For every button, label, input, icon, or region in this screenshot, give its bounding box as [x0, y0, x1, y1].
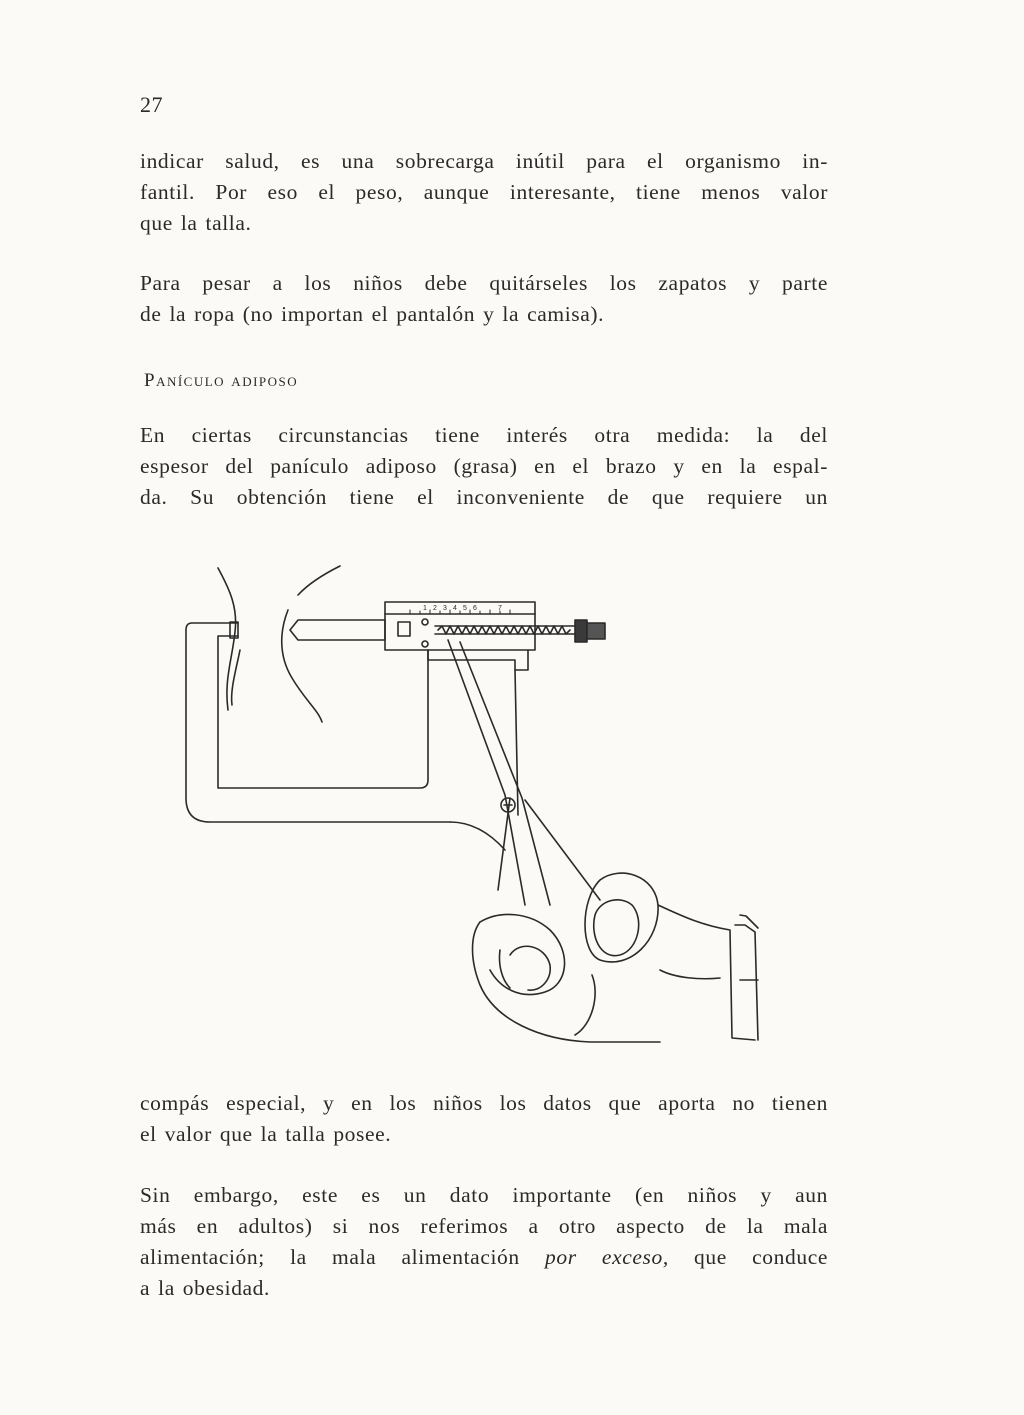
- paragraph-2: [140, 268, 828, 330]
- scale-tick-label: 1: [423, 605, 427, 612]
- text-line: Sin embargo, este es un dato importante (en niños y aun: [140, 1183, 828, 1207]
- scale-tick-label: 5: [463, 605, 467, 612]
- text-line: Para pesar a los niños debe quitárseles los zapatos y parte: [140, 271, 828, 295]
- italic-phrase: por exceso,: [545, 1245, 669, 1269]
- text-line: espesor del panículo adiposo (grasa) en el brazo y en la espal-: [140, 454, 828, 478]
- text-line: el valor que la talla posee.: [140, 1122, 392, 1146]
- text-line: da. Su obtención tiene el inconveniente de que requiere un: [140, 485, 828, 509]
- text-line: de la ropa (no importan el pantalón y la camisa).: [140, 302, 605, 326]
- scale-tick-label: 2: [433, 605, 437, 612]
- hand-drawing: [473, 873, 759, 1042]
- scale-tick-label: 3: [443, 605, 447, 612]
- skin-fold-drawing: [218, 566, 340, 722]
- scale-tick-label: 6: [473, 605, 477, 612]
- text-line: más en adultos) si nos referimos a otro aspecto de la mala: [140, 1214, 828, 1238]
- text-segment: alimentación; la mala alimentación: [140, 1245, 545, 1269]
- caliper-handles: [448, 640, 600, 905]
- paragraph-1: [140, 146, 828, 239]
- text-line: En ciertas circunstancias tiene interés otra medida: la del: [140, 423, 828, 447]
- caliper-frame: [186, 602, 605, 850]
- text-line: fantil. Por eso el peso, aunque interesante, tiene menos valor: [140, 180, 828, 204]
- text-line: indicar salud, es una sobrecarga inútil para el organismo in-: [140, 149, 828, 173]
- text-segment: que conduce: [668, 1245, 828, 1269]
- text-line: compás especial, y en los niños los datos que aporta no tienen: [140, 1091, 828, 1115]
- paragraph-4: [140, 1088, 828, 1150]
- scale-tick-label: 7: [498, 605, 502, 612]
- section-heading: Panículo adiposo: [144, 370, 299, 391]
- page-number: 27: [140, 92, 163, 117]
- skinfold-caliper-illustration: [180, 560, 780, 1055]
- paragraph-3: [140, 420, 828, 513]
- text-line: que la talla.: [140, 211, 252, 235]
- scale-tick-label: 4: [453, 605, 457, 612]
- text-line: a la obesidad.: [140, 1276, 271, 1300]
- paragraph-5: [140, 1180, 828, 1304]
- text-line: [140, 1242, 828, 1273]
